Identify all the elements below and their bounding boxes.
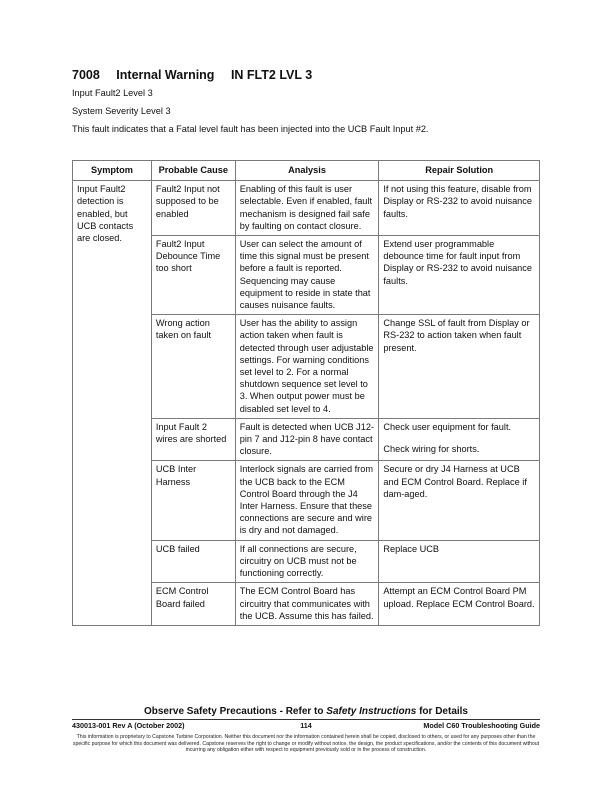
solution-cell: Attempt an ECM Control Board PM upload. Replace ECM Control Board. bbox=[379, 583, 540, 626]
troubleshooting-table bbox=[72, 160, 540, 626]
analysis-cell: The ECM Control Board has circuitry that communicates with the UCB. Assume this has failed. bbox=[235, 583, 379, 626]
cause-cell: UCB Inter Harness bbox=[151, 461, 235, 540]
footer-divider bbox=[72, 719, 540, 720]
header-probable-cause: Probable Cause bbox=[151, 161, 235, 181]
cause-cell: Input Fault 2 wires are shorted bbox=[151, 418, 235, 461]
analysis-cell: User has the ability to assign action taken when fault is detected through user adjustable settings. For warning conditions set level to 2. For a normal shutdown sequence set level to 3. When output power must be disabled set level to 4. bbox=[235, 315, 379, 419]
cause-cell: ECM Control Board failed bbox=[151, 583, 235, 626]
document-id: 430013-001 Rev A (October 2002) bbox=[72, 721, 185, 730]
fault-code: 7008 bbox=[72, 68, 100, 82]
table-header-row bbox=[73, 161, 540, 181]
safety-suffix: for Details bbox=[416, 706, 468, 717]
safety-note bbox=[0, 706, 612, 717]
header-symptom: Symptom bbox=[73, 161, 152, 181]
guide-title: Model C60 Troubleshooting Guide bbox=[423, 721, 540, 730]
cause-cell: Wrong action taken on fault bbox=[151, 315, 235, 419]
paragraph-gap bbox=[383, 433, 535, 443]
input-level-line: Input Fault2 Level 3 bbox=[72, 88, 153, 98]
solution-text-2: Check wiring for shorts. bbox=[383, 444, 480, 455]
description-line: This fault indicates that a Fatal level fault has been injected into the UCB Fault Input #2. bbox=[72, 124, 429, 134]
solution-text: Check user equipment for fault. bbox=[383, 421, 512, 432]
solution-cell bbox=[379, 418, 540, 461]
analysis-cell: Fault is detected when UCB J12-pin 7 and J12-pin 8 have contact closure. bbox=[235, 418, 379, 461]
cause-cell: Fault2 Input Debounce Time too short bbox=[151, 236, 235, 315]
solution-cell: If not using this feature, disable from Display or RS-232 to avoid nuisance faults. bbox=[379, 181, 540, 236]
table-row bbox=[73, 181, 540, 236]
fault-title: Internal Warning bbox=[116, 68, 215, 82]
proprietary-disclaimer: This information is proprietary to Capstone Turbine Corporation. Neither this document nor the information contained herein shall be copied, disclosed to others, or used for any purposes other than the specific purpose for which this document was delivered. Capstone reserves the right to change or modify without notice, the design, the product specifications, and/or the contents of this document without incurring any obligation either with respect to equipment previously sold or in the process of construction. bbox=[72, 734, 540, 754]
analysis-cell: Interlock signals are carried from the UCB back to the ECM Control Board through the J4 Inter Harness. Ensure that these connections are secure and wire is dry and not damaged. bbox=[235, 461, 379, 540]
fault-name: IN FLT2 LVL 3 bbox=[230, 68, 313, 82]
severity-line: System Severity Level 3 bbox=[72, 106, 171, 116]
analysis-cell: User can select the amount of time this signal must be present before a fault is reported. Sequencing may cause equipment to reside in state that causes nuisance faults. bbox=[235, 236, 379, 315]
symptom-cell: Input Fault2 detection is enabled, but UCB contacts are closed. bbox=[73, 181, 152, 626]
solution-cell: Change SSL of fault from Display or RS-232 to action taken when fault present. bbox=[379, 315, 540, 419]
page-number: 114 bbox=[300, 721, 312, 730]
fault-heading bbox=[72, 68, 312, 82]
solution-cell: Extend user programmable debounce time for fault input from Display or RS-232 to avoid nuisance faults. bbox=[379, 236, 540, 315]
solution-cell: Secure or dry J4 Harness at UCB and ECM Control Board. Replace if dam-aged. bbox=[379, 461, 540, 540]
analysis-cell: If all connections are secure, circuitry on UCB must not be functioning correctly. bbox=[235, 540, 379, 583]
header-repair-solution: Repair Solution bbox=[379, 161, 540, 181]
cause-cell: UCB failed bbox=[151, 540, 235, 583]
solution-cell: Replace UCB bbox=[379, 540, 540, 583]
analysis-cell: Enabling of this fault is user selectable. Even if enabled, fault mechanism is designed fail safe by faulting on contact closure. bbox=[235, 181, 379, 236]
safety-instructions-ref: Safety Instructions bbox=[326, 706, 417, 717]
cause-cell: Fault2 Input not supposed to be enabled bbox=[151, 181, 235, 236]
header-analysis: Analysis bbox=[235, 161, 379, 181]
safety-prefix: Observe Safety Precautions - Refer to bbox=[143, 706, 327, 717]
